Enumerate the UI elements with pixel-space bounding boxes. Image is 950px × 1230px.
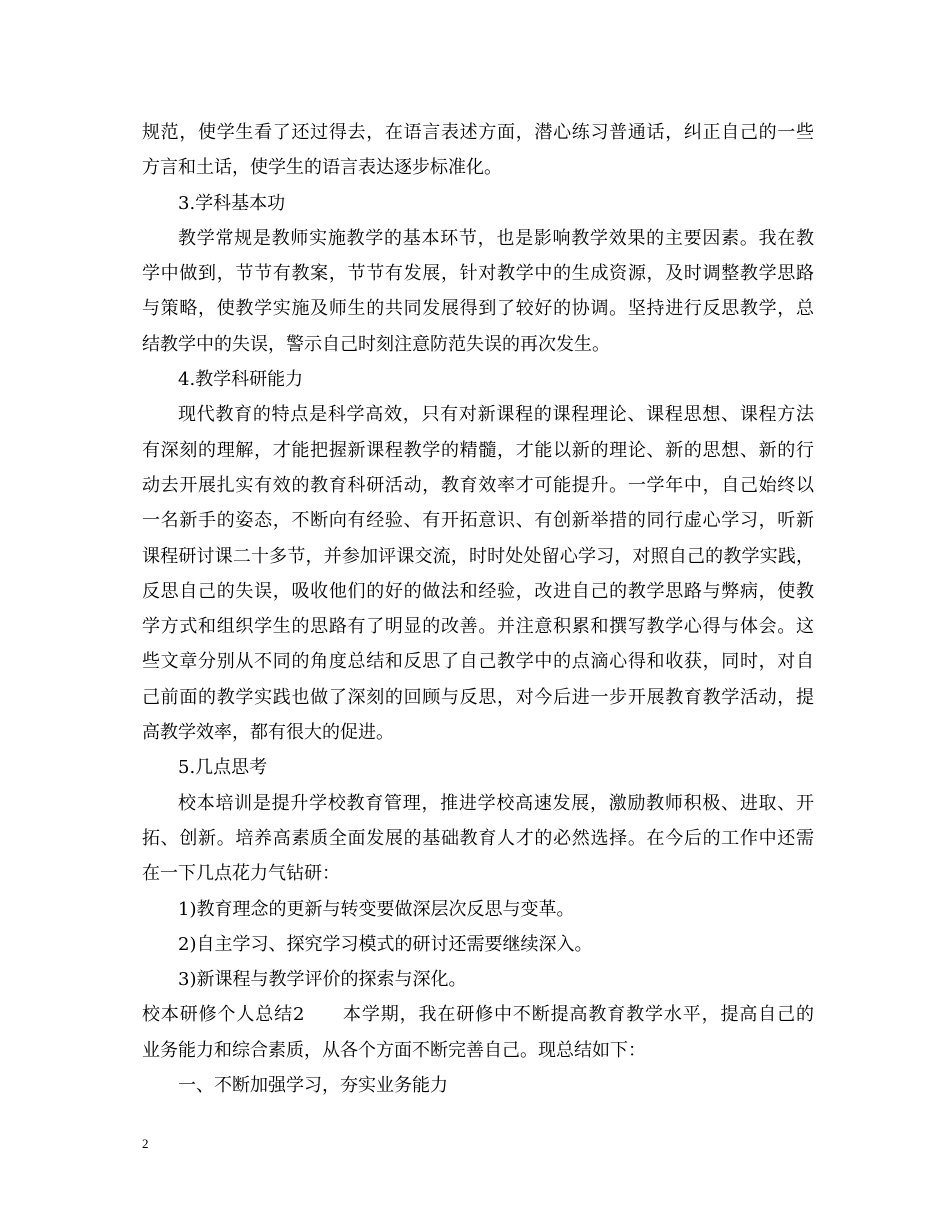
text-line: 课程研讨课二十多节，并参加评课交流，时时处处留心学习，对照自己的教学实践， <box>142 545 814 567</box>
text-line: 现代教育的特点是科学高效，只有对新课程的课程理论、课程思想、课程方法 <box>178 404 814 426</box>
text-line: 动去开展扎实有效的教育科研活动，教育效率才可能提升。一学年中，自己始终以 <box>142 474 814 496</box>
page-number: 2 <box>142 1136 149 1151</box>
text-line: 学中做到，节节有教案，节节有发展，针对教学中的生成资源，及时调整教学思路 <box>142 263 814 285</box>
text-line: 校本研修个人总结2 本学期，我在研修中不断提高教育教学水平，提高自己的 <box>142 1004 814 1026</box>
text-line: 一名新手的姿态，不断向有经验、有开拓意识、有创新举措的同行虚心学习，听新 <box>142 510 814 532</box>
text-line: 有深刻的理解，才能把握新课程教学的精髓，才能以新的理论、新的思想、新的行 <box>142 439 814 461</box>
text-line: 规范，使学生看了还过得去，在语言表述方面，潜心练习普通话，纠正自己的一些 <box>142 122 814 143</box>
text-line: 反思自己的失误，吸收他们的好的做法和经验，改进自己的教学思路与弊病，使教 <box>142 580 814 602</box>
section-heading: 一、不断加强学习，夯实业务能力 <box>178 1075 448 1097</box>
section-heading: 5.几点思考 <box>178 757 268 779</box>
section-heading: 4.教学科研能力 <box>178 369 304 391</box>
list-item: 3)新课程与教学评价的探索与深化。 <box>178 969 467 991</box>
list-item: 2)自主学习、探究学习模式的研讨还需要继续深入。 <box>178 933 593 955</box>
text-line: 校本培训是提升学校教育管理，推进学校高速发展，激励教师积极、进取、开 <box>178 792 814 814</box>
text-line: 在一下几点花力气钻研： <box>142 863 340 885</box>
section-heading: 3.学科基本功 <box>178 192 286 214</box>
text-line: 学方式和组织学生的思路有了明显的改善。并注意积累和撰写教学心得与体会。这 <box>142 616 814 638</box>
list-item: 1)教育理念的更新与转变要做深层次反思与变革。 <box>178 898 575 920</box>
text-line: 结教学中的失误，警示自己时刻注意防范失误的再次发生。 <box>142 333 610 355</box>
text-line: 与策略，使教学实施及师生的共同发展得到了较好的协调。坚持进行反思教学，总 <box>142 298 814 320</box>
text-line: 些文章分别从不同的角度总结和反思了自己教学中的点滴心得和收获，同时，对自 <box>142 651 814 673</box>
text-line: 拓、创新。培养高素质全面发展的基础教育人才的必然选择。在今后的工作中还需 <box>142 827 814 849</box>
text-line: 方言和土话，使学生的语言表达逐步标准化。 <box>142 157 502 179</box>
document-body <box>142 115 814 1103</box>
text-line: 己前面的教学实践也做了深刻的回顾与反思，对今后进一步开展教育教学活动，提 <box>142 686 814 708</box>
text-line: 教学常规是教师实施教学的基本环节，也是影响教学效果的主要因素。我在教 <box>178 227 814 249</box>
text-line: 高教学效率，都有很大的促进。 <box>142 722 394 744</box>
text-line: 业务能力和综合素质，从各个方面不断完善自己。现总结如下： <box>142 1039 646 1061</box>
